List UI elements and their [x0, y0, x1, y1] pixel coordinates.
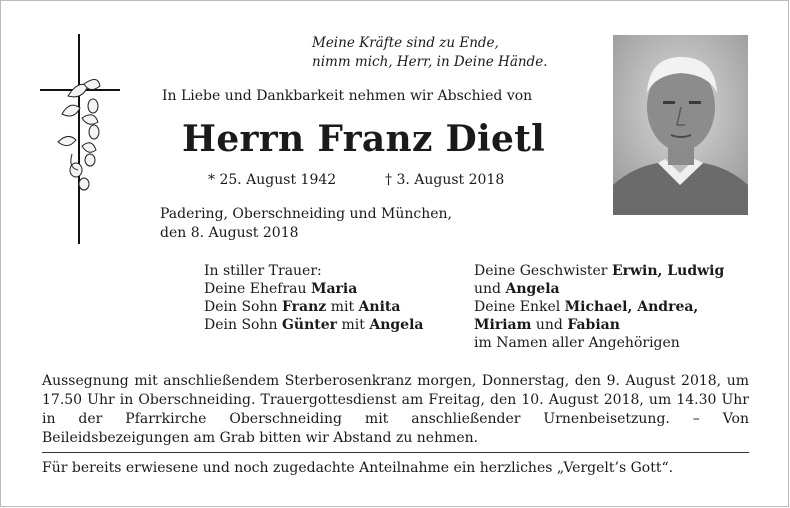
thanks-text: Für bereits erwiesene und noch zugedachte Anteilnahme ein herzliches „Vergelt’s Gott“.: [42, 460, 674, 476]
place-date: [160, 205, 452, 243]
funeral-details: Aussegnung mit anschließendem Sterberosenkranz morgen, Donnerstag, den 9. August 2018, um 17.50 Uhr in Oberschneiding. Trauergottesdienst am Freitag, den 10. August 2018, um 14.30 Uhr in der Pfarrkirche Oberschneiding mit anschließender Urnenbeisetzung. – Von Beileidsbezeigungen am Grab bitten wir Abstand zu nehmen.: [42, 373, 749, 446]
cross-icon: [38, 34, 122, 244]
mourner-line: Miriam und Fabian: [474, 317, 620, 333]
deceased-name: Herrn Franz Dietl: [182, 118, 546, 160]
mourner-line: im Namen aller Angehörigen: [474, 335, 680, 351]
mourner-line: In stiller Trauer:: [204, 263, 322, 279]
birth-date: * 25. August 1942: [208, 172, 337, 188]
mourner-line: Deine Enkel Michael, Andrea,: [474, 299, 699, 315]
mourner-line: Deine Geschwister Erwin, Ludwig: [474, 263, 725, 279]
intro-text: In Liebe und Dankbarkeit nehmen wir Abschied von: [162, 88, 533, 104]
date-line: den 8. August 2018: [160, 225, 299, 241]
death-date: † 3. August 2018: [385, 172, 505, 188]
mourner-line: Dein Sohn Günter mit Angela: [204, 317, 424, 333]
mourner-line: Dein Sohn Franz mit Anita: [204, 299, 401, 315]
mourner-line: Deine Ehefrau Maria: [204, 281, 358, 297]
mourners-left: [204, 262, 423, 334]
mourners-right: [474, 262, 724, 352]
quote: [312, 34, 547, 72]
portrait-photo: [613, 35, 748, 215]
mourner-line: und Angela: [474, 281, 560, 297]
place-line: Padering, Oberschneiding und München,: [160, 206, 452, 222]
quote-line: Meine Kräfte sind zu Ende,: [312, 35, 499, 51]
divider: [42, 452, 749, 453]
quote-line: nimm mich, Herr, in Deine Hände.: [312, 54, 548, 70]
